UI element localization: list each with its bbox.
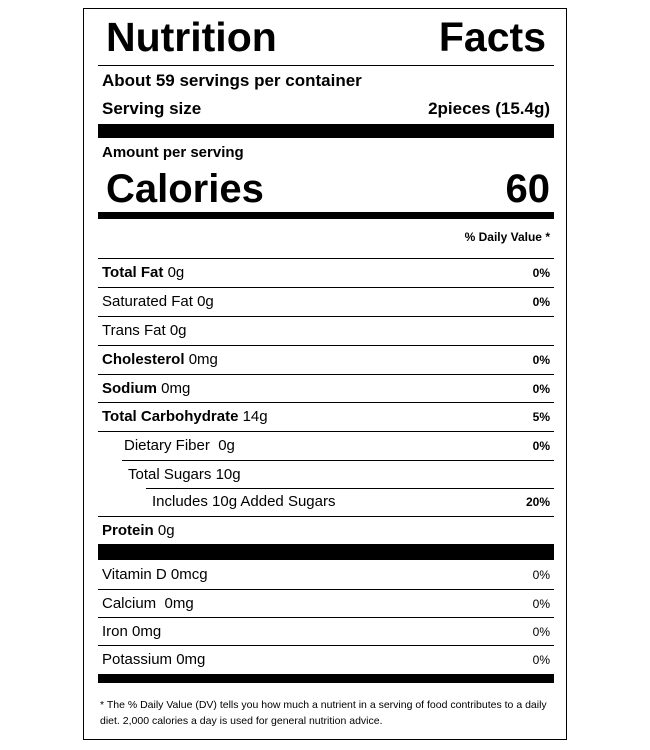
nutrient-row-total-fat: Total Fat 0g [102,264,185,281]
nutrient-dv-sodium: 0% [532,382,550,396]
nutrient-dv-cholesterol: 0% [532,353,550,367]
divider [98,316,554,317]
divider [98,345,554,346]
nutrient-dv-saturated-fat: 0% [532,295,550,309]
vitamin-dv-potassium: 0% [532,653,550,667]
medium-divider [98,674,554,683]
divider [98,617,554,618]
thick-divider [98,124,554,138]
nutrient-row-sodium: Sodium 0mg [102,380,191,397]
nutrient-row-total-sugars: Total Sugars 10g [128,466,241,483]
vitamin-row-calcium: Calcium 0mg [102,595,194,612]
nutrient-row-trans-fat: Trans Fat 0g [102,322,187,339]
footnote: * The % Daily Value (DV) tells you how much a nutrient in a serving of food contributes to a daily diet. 2,000 calories a day is used for general nutrition advice. [100,699,547,727]
vitamin-row-vitamin-d: Vitamin D 0mcg [102,566,208,583]
nutrient-row-added-sugars: Includes 10g Added Sugars [152,493,336,510]
divider [98,258,554,259]
vitamin-row-iron: Iron 0mg [102,623,162,640]
calories-label: Calories [106,167,264,211]
label-title-facts: Facts [438,14,546,60]
divider [98,65,554,66]
vitamin-dv-calcium: 0% [532,597,550,611]
calories-value: 60 [505,167,550,211]
nutrient-dv-dietary-fiber: 0% [532,439,550,453]
divider [98,516,554,517]
serving-size-label: Serving size [102,99,202,118]
amount-per-serving: Amount per serving [102,144,244,161]
servings-per-container: About 59 servings per container [102,71,362,90]
vitamin-dv-iron: 0% [532,625,550,639]
nutrient-dv-total-fat: 0% [532,266,550,280]
nutrient-row-protein: Protein 0g [102,522,175,539]
daily-value-header: % Daily Value * [464,230,550,244]
thick-divider [98,544,554,560]
divider [98,645,554,646]
divider [98,589,554,590]
nutrition-facts-label [83,8,567,740]
nutrient-dv-total-carbohydrate: 5% [532,410,550,424]
divider [98,431,554,432]
divider [98,287,554,288]
nutrient-row-dietary-fiber: Dietary Fiber 0g [124,437,235,454]
serving-size-value: 2pieces (15.4g) [428,99,550,118]
divider [98,402,554,403]
divider [98,374,554,375]
label-title-nutrition: Nutrition [106,14,277,60]
nutrient-dv-added-sugars: 20% [525,495,550,509]
vitamin-dv-vitamin-d: 0% [532,568,550,582]
medium-divider [98,212,554,219]
divider [122,460,554,461]
divider [146,488,554,489]
nutrient-row-total-carbohydrate: Total Carbohydrate 14g [102,408,268,425]
nutrient-row-cholesterol: Cholesterol 0mg [102,351,218,368]
nutrient-row-saturated-fat: Saturated Fat 0g [102,293,214,310]
vitamin-row-potassium: Potassium 0mg [102,651,206,668]
